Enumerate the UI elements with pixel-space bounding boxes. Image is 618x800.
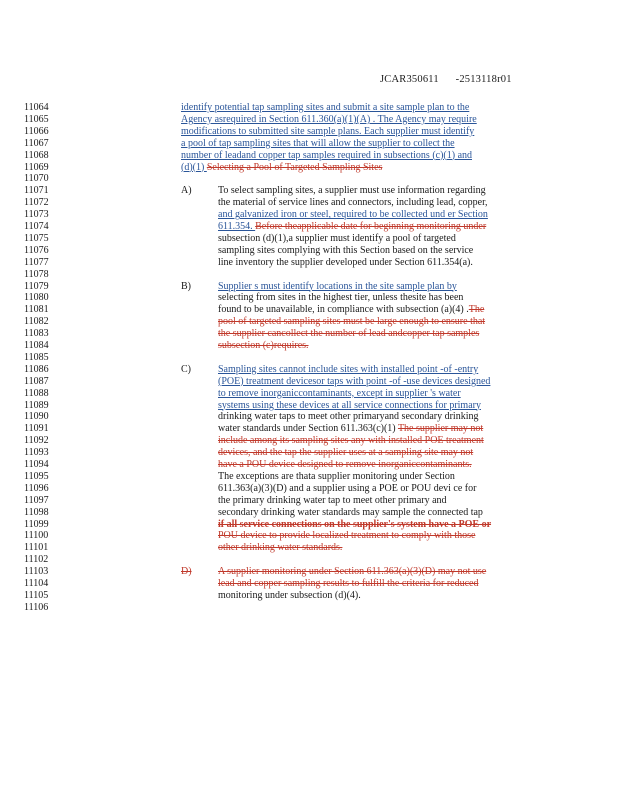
deleted-text: The supplier may not xyxy=(397,423,484,435)
line-number: 11096 xyxy=(24,482,49,494)
subsection-label: C) xyxy=(181,363,191,375)
line-number: 11102 xyxy=(24,554,49,566)
deleted-text: lead and copper sampling results to fulfill the criteria for reduced xyxy=(218,578,479,589)
text-line xyxy=(181,150,472,162)
inserted-text: (POE) treatment devicesor taps with point -of -use devices designed xyxy=(218,375,491,387)
line-number: 11069 xyxy=(24,161,49,173)
line-number: 11078 xyxy=(24,268,49,280)
inserted-text: identify potential tap sampling sites and submit a site sample plan to the xyxy=(181,102,470,113)
text-line xyxy=(218,364,478,376)
body-text: the primary drinking water tap to meet other primary and xyxy=(218,494,447,506)
page-header xyxy=(380,74,526,85)
line-number: 11101 xyxy=(24,542,49,554)
body-text: secondary drinking water standards may sample the connected tap xyxy=(218,506,483,518)
text-line xyxy=(218,209,488,221)
text-line xyxy=(181,162,382,174)
deleted-text: Before theapplicable date for beginning monitoring under xyxy=(255,221,487,232)
deleted-text: A supplier monitoring under Section 611.363(a)(3)(D) may not use xyxy=(218,566,487,578)
body-text: To select sampling sites, a supplier must use information regarding xyxy=(218,185,486,197)
text-line xyxy=(218,281,457,293)
text-line xyxy=(218,423,483,435)
deleted-text: Selecting a Pool of Targeted Sampling Sites xyxy=(206,161,383,173)
text-line xyxy=(218,304,484,316)
text-line xyxy=(218,590,361,602)
subsection-label: A) xyxy=(181,185,192,197)
text-line xyxy=(218,411,478,423)
text-line xyxy=(218,471,455,483)
line-number: 11106 xyxy=(24,601,49,613)
line-number: 11073 xyxy=(24,209,49,221)
line-number: 11090 xyxy=(24,411,49,423)
line-number: 11088 xyxy=(24,387,49,399)
text-line xyxy=(218,328,479,340)
line-number: 11100 xyxy=(24,530,49,542)
text-line xyxy=(218,483,476,495)
text-line xyxy=(218,221,486,233)
line-number: 11094 xyxy=(24,459,49,470)
body-text: subsection (d)(1),a supplier must identify a pool of targeted xyxy=(218,232,456,244)
body-text: sampling sites complying with this Section based on the service xyxy=(218,244,474,256)
text-line xyxy=(181,102,469,114)
text-line xyxy=(218,459,472,471)
text-line xyxy=(181,138,455,150)
line-number: 11092 xyxy=(24,435,49,447)
line-number: 11086 xyxy=(24,363,49,375)
deleted-text: other drinking water standards. xyxy=(218,542,343,554)
line-number: 11084 xyxy=(24,340,49,351)
body-text: selecting from sites in the highest tier, unless thesite has been xyxy=(218,292,464,304)
text-line xyxy=(218,185,486,197)
subsection-label: D) xyxy=(181,566,192,578)
inserted-text: a pool of tap sampling sites that will allow the supplier to collect the xyxy=(181,137,455,149)
line-number: 11068 xyxy=(24,149,49,161)
line-number: 11065 xyxy=(24,113,49,125)
line-number: 11079 xyxy=(24,280,49,292)
inserted-text: modifications to submitted site sample plans. Each supplier must identify xyxy=(181,125,475,137)
line-number: 11089 xyxy=(24,399,49,411)
line-number: 11064 xyxy=(24,102,49,113)
line-number: 11104 xyxy=(24,578,49,589)
text-line xyxy=(218,435,484,447)
deleted-text: the supplier cancollect the number of lead andcopper tap samples xyxy=(218,328,480,340)
line-number: 11082 xyxy=(24,316,49,328)
body-text: line inventory the supplier developed under Section 611.354(a). xyxy=(218,256,473,268)
line-number: 11081 xyxy=(24,304,49,316)
inserted-text: 611.354. xyxy=(218,221,256,232)
inserted-text: number of leadand copper tap samples required in subsections (c)(1) and xyxy=(181,149,473,161)
line-number: 11085 xyxy=(24,351,49,363)
line-number: 11080 xyxy=(24,292,49,304)
text-line xyxy=(218,542,342,554)
line-number: 11087 xyxy=(24,375,49,387)
text-line xyxy=(218,257,473,269)
inserted-text: Sampling sites cannot include sites with installed point -of -entry xyxy=(218,363,479,375)
deleted-text: include among its sampling sites any with installed POE treatment xyxy=(218,435,484,447)
text-line xyxy=(218,578,478,590)
line-number: 11103 xyxy=(24,566,49,578)
text-line xyxy=(218,447,473,459)
line-number: 11067 xyxy=(24,137,49,149)
body-text: 611.363(a)(3)(D) and a supplier using a POE or POU devi ce for xyxy=(218,482,477,494)
body-text: drinking water taps to meet other primaryand secondary drinking xyxy=(218,411,479,423)
line-number: 11093 xyxy=(24,447,49,459)
body-text: water standards under Section 611.363(c)(1) xyxy=(218,423,398,435)
text-line xyxy=(218,566,486,578)
body-text: monitoring under subsection (d)(4). xyxy=(218,589,361,601)
line-number: 11075 xyxy=(24,232,49,244)
inserted-text: Supplier s must identify locations in the site sample plan by xyxy=(218,280,457,292)
deleted-text: devices, and the tap the supplier uses at a sampling site may not xyxy=(218,447,474,459)
revision-code: -2513118r01 xyxy=(455,74,512,85)
body-text: The exceptions are thata supplier monitoring under Section xyxy=(218,470,455,482)
line-number: 11070 xyxy=(24,173,49,185)
line-number: 11077 xyxy=(24,256,49,268)
line-number: 11083 xyxy=(24,328,49,340)
deleted-text: have a POU device designed to remove inorganiccontaminants. xyxy=(218,459,472,470)
line-number: 11071 xyxy=(24,185,49,197)
line-number: 11098 xyxy=(24,506,49,518)
line-number: 11066 xyxy=(24,125,49,137)
line-number: 11099 xyxy=(24,518,49,530)
inserted-text: to remove inorganiccontaminants, except in supplier 's water xyxy=(218,387,461,399)
inserted-text: (d)(1) xyxy=(181,161,207,173)
deleted-text: The xyxy=(468,304,485,316)
text-line xyxy=(218,197,488,209)
inserted-text: Agency asrequired in Section 611.360(a)(1)(A) . The Agency may require xyxy=(181,113,477,125)
line-number: 11091 xyxy=(24,423,49,435)
line-number: 11074 xyxy=(24,221,49,232)
text-line xyxy=(218,233,456,245)
body-text: the material of service lines and connectors, including lead, copper, xyxy=(218,197,488,209)
deleted-text: if all service connections on the supplier's system have a POE or xyxy=(218,518,492,530)
line-number: 11105 xyxy=(24,589,49,601)
text-line xyxy=(218,340,309,352)
subsection-label: B) xyxy=(181,280,191,292)
line-number: 11076 xyxy=(24,244,49,256)
text-line xyxy=(218,400,481,412)
deleted-text: POU device to provide localized treatment to comply with those xyxy=(218,530,476,542)
deleted-text: subsection (c)requires. xyxy=(218,340,309,351)
text-line xyxy=(218,388,461,400)
text-line xyxy=(181,126,474,138)
document-id: JCAR350611 xyxy=(380,74,439,85)
inserted-text: systems using these devices at all service connections for primary xyxy=(218,399,481,411)
text-line xyxy=(218,376,490,388)
line-number: 11072 xyxy=(24,197,49,209)
text-line xyxy=(218,495,447,507)
text-line xyxy=(218,507,483,519)
text-line xyxy=(181,114,477,126)
text-line xyxy=(218,292,463,304)
text-line xyxy=(218,530,475,542)
line-number: 11095 xyxy=(24,470,49,482)
text-line xyxy=(218,245,473,257)
body-text: found to be unavailable, in compliance with subsection (a)(4) . xyxy=(218,304,469,316)
deleted-text: pool of targeted sampling sites must be large enough to ensure that xyxy=(218,316,486,328)
line-number: 11097 xyxy=(24,494,49,506)
text-line xyxy=(218,316,485,328)
text-line xyxy=(218,519,491,531)
inserted-text: and galvanized iron or steel, required to be collected und er Section xyxy=(218,209,488,221)
